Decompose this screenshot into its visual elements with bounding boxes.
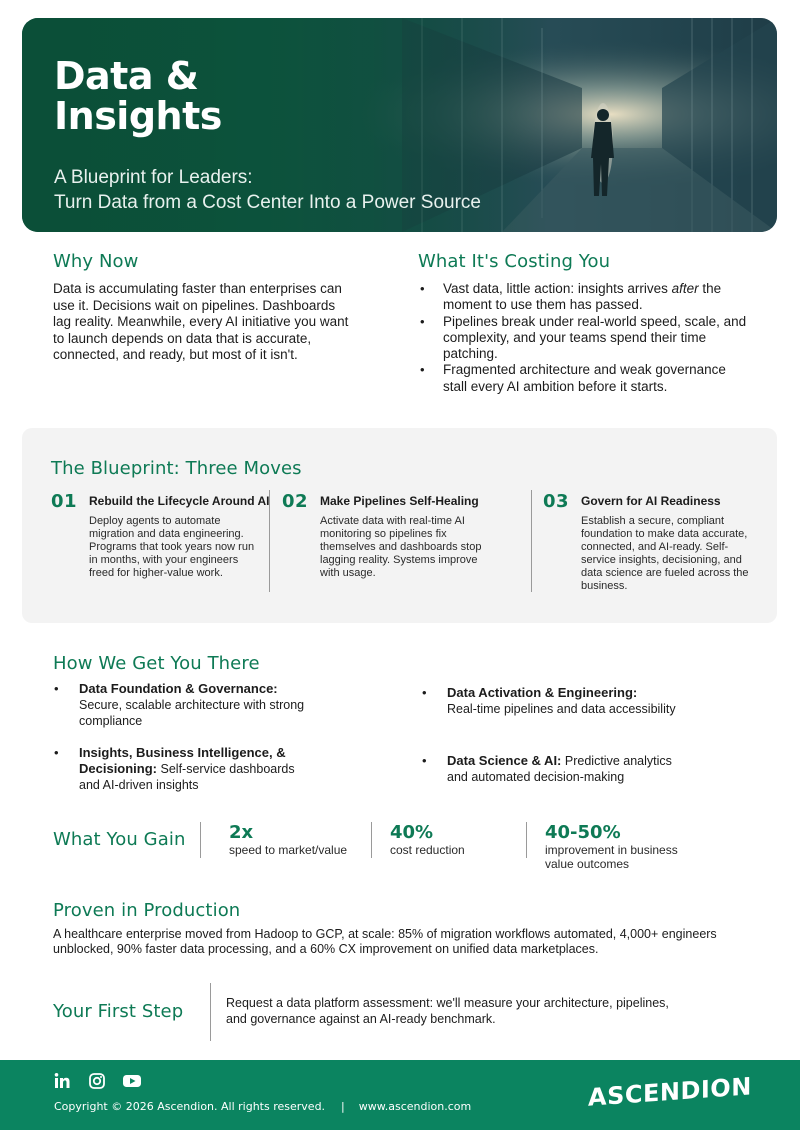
footer	[0, 1060, 800, 1130]
divider	[200, 822, 201, 858]
costing-section	[418, 251, 748, 395]
how-heading: How We Get You There	[53, 653, 260, 674]
copyright: Copyright © 2026 Ascendion. All rights reserved.	[54, 1100, 326, 1113]
blueprint-heading: The Blueprint: Three Moves	[51, 458, 302, 479]
first-step-heading: Your First Step	[53, 1001, 184, 1022]
page-subtitle	[54, 165, 534, 215]
list-item	[422, 753, 677, 785]
divider	[526, 822, 527, 858]
item-description: Secure, scalable architecture with strong compliance	[79, 698, 305, 728]
website-link[interactable]: www.ascendion.com	[358, 1100, 472, 1113]
hero-banner	[22, 18, 777, 232]
list-item	[54, 745, 309, 793]
stat-label: improvement in business value outcomes	[545, 843, 678, 871]
item-title: Data Science & AI:	[447, 753, 562, 768]
why-now-heading: Why Now	[53, 251, 139, 272]
page-title: Data & Insights	[54, 54, 222, 138]
gain-heading: What You Gain	[53, 829, 186, 850]
costing-heading: What It's Costing You	[418, 251, 611, 272]
item-description: Self-service dashboards and AI-driven insights	[79, 762, 295, 792]
move-description: Deploy agents to automate migration and data engineering. Programs that took years now run in months, with your engineers freed for higher-value work.	[89, 515, 255, 579]
divider	[210, 983, 211, 1041]
list-item: • Pipelines break under real-world speed, scale, and complexity, and your teams spend their time patching.	[418, 314, 748, 363]
stat-1	[229, 822, 347, 857]
why-now-body: Data is accumulating faster than enterprises can use it. Decisions wait on pipelines. Dashboards lag reality. Meanwhile, every AI initiative you want to launch depends on data that is accurate, connected, and ready, but most of it isn't.	[53, 281, 349, 362]
social-links	[54, 1072, 142, 1090]
move-description: Activate data with real-time AI monitoring so pipelines fix themselves and dashboards stop lagging reality. Systems improve with usage.	[320, 515, 482, 579]
bullet-text: the moment to use them has passed.	[443, 281, 722, 313]
subtitle-line-1: A Blueprint for Leaders:	[54, 167, 253, 188]
item-description: Predictive analytics and automated decision-making	[447, 754, 672, 784]
item-title: Insights, Business Intelligence, & Decisioning:	[79, 745, 286, 776]
stat-label: speed to market/value	[229, 843, 348, 857]
list-item	[54, 681, 309, 729]
stat-value: 2x	[229, 822, 254, 843]
proven-heading: Proven in Production	[53, 900, 241, 921]
stat-value: 40-50%	[545, 822, 621, 843]
list-item: • Fragmented architecture and weak governance stall every AI ambition before it starts.	[418, 362, 748, 395]
move-title: Rebuild the Lifecycle Around AI	[89, 494, 270, 508]
move-number: 02	[282, 491, 309, 512]
bullet-icon: •	[422, 685, 427, 700]
blueprint-panel	[22, 428, 777, 623]
bullet-icon: •	[54, 745, 59, 760]
bullet-icon: •	[54, 681, 59, 696]
costing-list	[418, 281, 748, 395]
bullet-emphasis: after	[671, 281, 699, 296]
move-title: Govern for AI Readiness	[581, 494, 721, 508]
item-title: Data Activation & Engineering:	[447, 685, 638, 700]
instagram-icon[interactable]	[88, 1072, 106, 1090]
divider	[531, 490, 532, 592]
stat-label: cost reduction	[390, 843, 465, 857]
first-step-body: Request a data platform assessment: we'll measure your architecture, pipelines, and governance against an AI-ready benchmark.	[226, 996, 669, 1026]
separator: |	[341, 1100, 345, 1113]
divider	[269, 490, 270, 592]
proven-body: A healthcare enterprise moved from Hadoop to GCP, at scale: 85% of migration workflows automated, 4,000+ engineers unblocked, 90% faster data processing, and a 60% CX improvement on unified data marketplaces.	[53, 927, 717, 956]
move-number: 01	[51, 491, 78, 512]
linkedin-icon[interactable]	[54, 1072, 72, 1090]
subtitle-line-2: Turn Data from a Cost Center Into a Power Source	[54, 192, 481, 213]
stat-value: 40%	[390, 822, 434, 843]
move-description: Establish a secure, compliant foundation to make data accurate, connected, and AI-ready. Self-service insights, decisioning, and data science are fueled across the business.	[581, 515, 749, 592]
divider	[371, 822, 372, 858]
footer-text	[54, 1100, 471, 1113]
why-now-section	[53, 251, 353, 364]
move-title: Make Pipelines Self-Healing	[320, 494, 479, 508]
bullet-icon: •	[422, 753, 427, 768]
list-item	[422, 685, 677, 717]
list-item	[418, 281, 748, 314]
item-description: Real-time pipelines and data accessibility	[447, 702, 676, 716]
stat-3	[545, 822, 695, 871]
ascendion-logo: ASCENDION	[588, 1072, 752, 1112]
proven-section	[53, 900, 753, 957]
youtube-icon[interactable]	[122, 1072, 142, 1090]
stat-2	[390, 822, 465, 857]
item-title: Data Foundation & Governance:	[79, 681, 278, 696]
move-number: 03	[543, 491, 570, 512]
bullet-text: Vast data, little action: insights arrives	[443, 281, 672, 296]
